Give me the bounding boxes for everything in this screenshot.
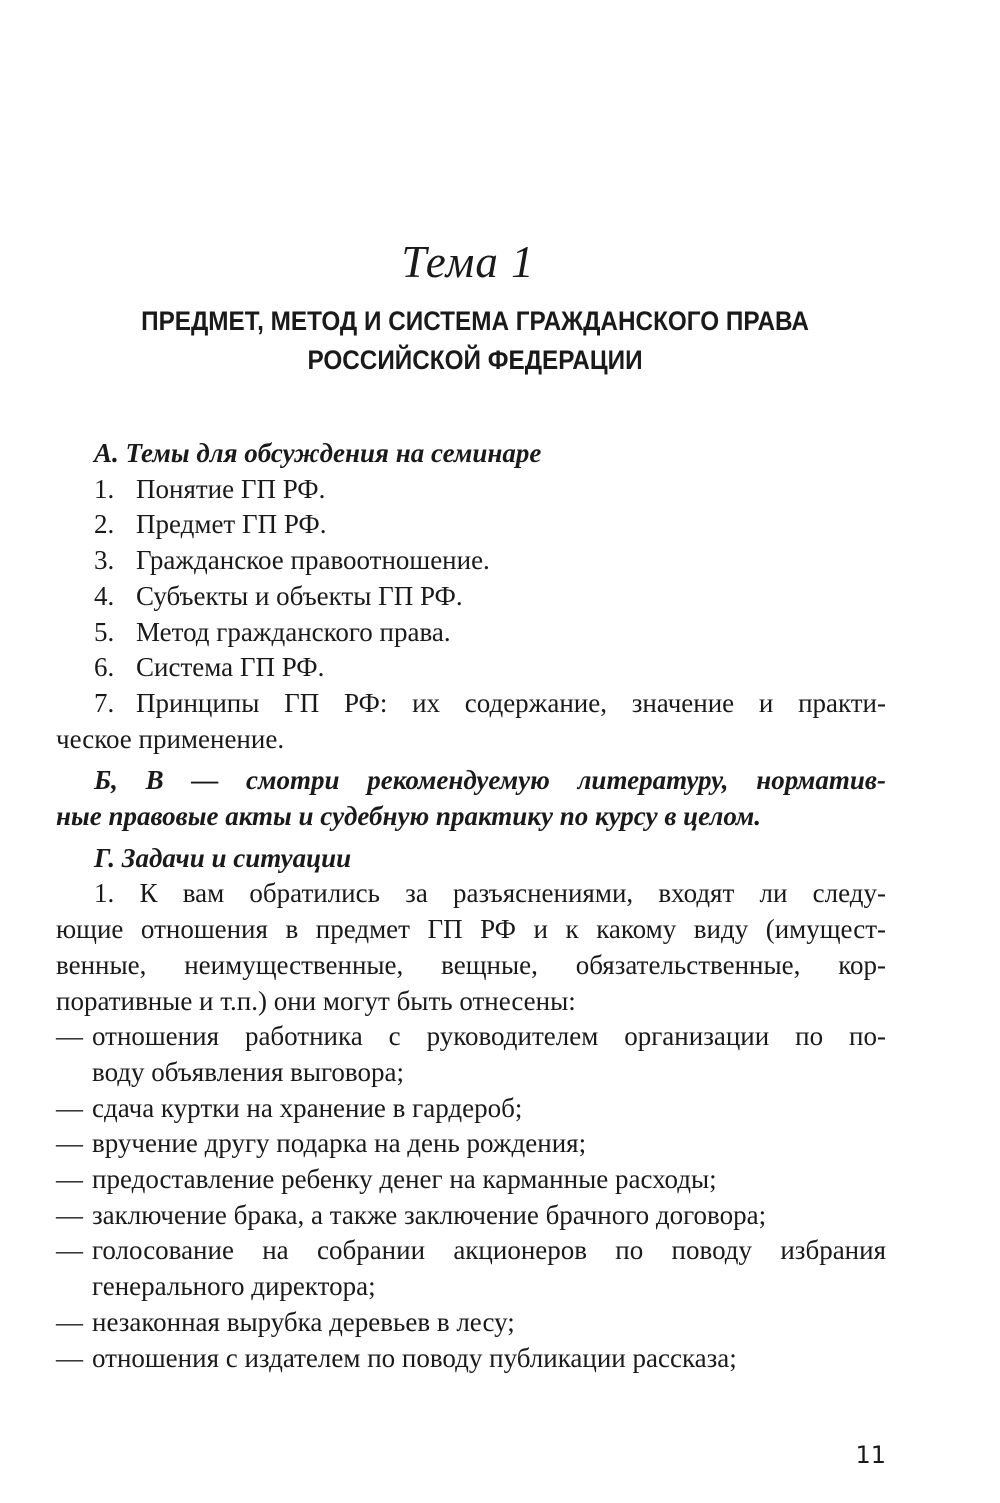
list-item <box>56 1162 886 1198</box>
task-1-line-2: ющие отношения в предмет ГП РФ и к какому виду (имущест- <box>56 914 886 945</box>
item-number: 4. <box>94 580 115 611</box>
section-bv-line-2: ные правовые акты и судебную практику по курсу в целом. <box>56 801 762 832</box>
item-number: 3. <box>94 545 115 576</box>
list-item <box>56 650 886 686</box>
item-text: Понятие ГП РФ. <box>136 473 326 504</box>
item-text: Метод гражданского права. <box>136 616 451 647</box>
item-text: предоставление ребенку денег на карманные расходы; <box>92 1164 717 1195</box>
task-1-line-3: венные, неимущественные, вещные, обязательственные, кор- <box>56 949 886 980</box>
item-text: заключение брака, а также заключение брачного договора; <box>92 1199 767 1230</box>
list-item <box>56 1233 886 1304</box>
item-text: Принципы ГП РФ: их содержание, значение и практи- <box>136 687 886 718</box>
item-number: 7. <box>94 687 115 718</box>
list-item <box>56 579 886 615</box>
item-text: незаконная вырубка деревьев в лесу; <box>92 1306 515 1337</box>
list-item <box>56 1126 886 1162</box>
dash-bullet: — <box>56 1021 83 1052</box>
list-item <box>56 615 886 651</box>
list-item <box>56 1091 886 1127</box>
item-text: вручение другу подарка на день рождения; <box>92 1128 587 1159</box>
list-item <box>56 472 886 508</box>
page-number: 11 <box>855 1441 886 1469</box>
section-a-title: А. Темы для обсуждения на семинаре <box>94 438 542 468</box>
dash-bullet: — <box>56 1235 83 1266</box>
list-item <box>56 1198 886 1234</box>
list-item-continuation: ческое применение. <box>56 723 285 754</box>
item-text: отношения работника с руководителем организации по по- воду объявления выговора; <box>92 1021 886 1087</box>
dash-bullet: — <box>56 1164 83 1195</box>
item-number: 6. <box>94 652 115 683</box>
dash-bullet: — <box>56 1128 83 1159</box>
section-g-title: Г. Задачи и ситуации <box>94 842 352 873</box>
item-number: 1. <box>94 473 115 504</box>
item-text: Субъекты и объекты ГП РФ. <box>136 580 463 611</box>
page-body <box>56 436 886 1376</box>
item-text: Система ГП РФ. <box>136 652 325 683</box>
task-1-line-4: поративные и т.п.) они могут быть отнесены: <box>56 985 576 1016</box>
list-item <box>56 1305 886 1341</box>
dash-bullet: — <box>56 1306 83 1337</box>
chapter-heading-line-1: ПРЕДМЕТ, МЕТОД И СИСТЕМА ГРАЖДАНСКОГО ПРАВА <box>141 306 809 336</box>
chapter-heading <box>102 302 849 380</box>
list-item <box>56 543 886 579</box>
item-text: Предмет ГП РФ. <box>136 509 327 540</box>
dash-bullet: — <box>56 1342 83 1373</box>
item-text: голосование на собрании акционеров по поводу избрания генерального директора; <box>92 1235 886 1302</box>
list-item <box>56 1019 886 1090</box>
list-item <box>56 686 886 722</box>
item-number: 2. <box>94 509 115 540</box>
task-1-line-1: 1. К вам обратились за разъяснениями, входят ли следу- <box>94 878 886 909</box>
topic-title: Тема 1 <box>401 237 535 287</box>
list-item <box>56 1341 886 1377</box>
dash-bullet: — <box>56 1092 83 1123</box>
item-text: отношения с издателем по поводу публикации рассказа; <box>92 1342 737 1373</box>
dash-bullet: — <box>56 1199 83 1230</box>
list-item <box>56 507 886 543</box>
item-text: сдача куртки на хранение в гардероб; <box>92 1092 523 1123</box>
item-text: Гражданское правоотношение. <box>136 545 490 576</box>
chapter-heading-line-2: РОССИЙСКОЙ ФЕДЕРАЦИИ <box>307 345 643 375</box>
section-bv-line-1: Б, В — смотри рекомендуемую литературу, норматив- <box>94 765 886 796</box>
item-number: 5. <box>94 616 115 647</box>
